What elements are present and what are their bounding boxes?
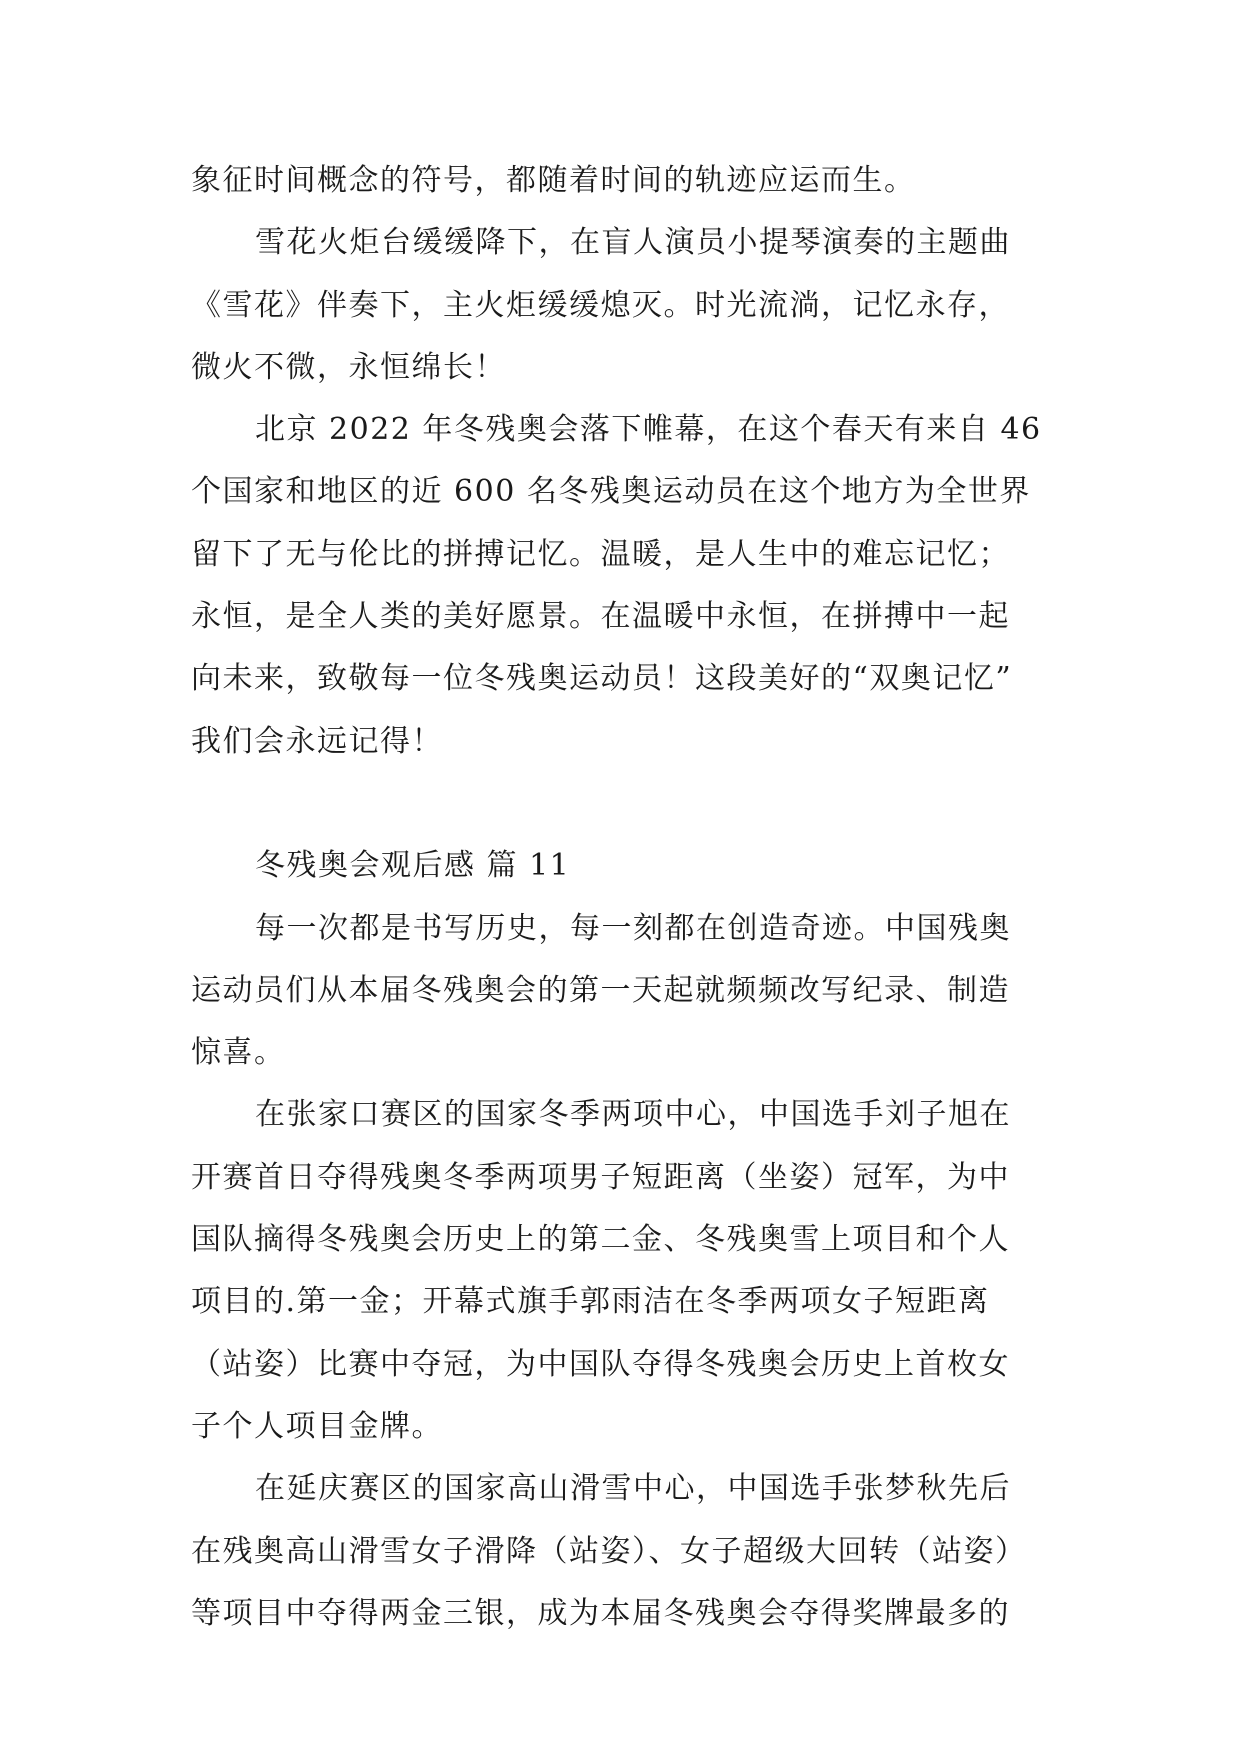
text-line: 我们会永远记得！ [191,723,443,759]
text-line: 在张家口赛区的国家冬季两项中心，中国选手刘子旭在 [255,1097,1011,1133]
text-line: （站姿）比赛中夺冠，为中国队夺得冬残奥会历史上首枚女 [191,1346,1010,1382]
text-line: 象征时间概念的符号，都随着时间的轨迹应运而生。 [191,163,916,198]
paragraph [191,212,1051,399]
heading-text: 冬残奥会观后感 篇 11 [255,848,571,884]
paragraph [191,898,1051,1085]
text-line: 北京 2022 年冬残奥会落下帷幕，在这个春天有来自 46 [255,412,1042,448]
text-line: 项目的.第一金；开幕式旗手郭雨洁在冬季两项女子短距离 [191,1284,990,1320]
text-line: 留下了无与伦比的拼搏记忆。温暖，是人生中的难忘记忆； [191,536,1010,572]
text-line: 向未来，致敬每一位冬残奥运动员！这段美好的“双奥记忆” [191,661,1013,697]
paragraph [191,1084,1051,1458]
text-line: 《雪花》伴奏下，主火炬缓缓熄灭。时光流淌，记忆永存， [191,287,1010,323]
paragraph [191,399,1051,773]
body-text [191,150,1051,1645]
text-line: 子个人项目金牌。 [191,1408,443,1444]
text-line: 微火不微，永恒绵长！ [191,349,506,385]
text-line: 在残奥高山滑雪女子滑降（站姿）、女子超级大回转（站姿） [191,1533,1027,1569]
text-line: 等项目中夺得两金三银，成为本届冬残奥会夺得奖牌最多的 [191,1595,1010,1631]
text-line: 雪花火炬台缓缓降下，在盲人演员小提琴演奏的主题曲 [255,225,1011,261]
text-line: 开赛首日夺得残奥冬季两项男子短距离（坐姿）冠军，为中 [191,1159,1010,1195]
text-line: 运动员们从本届冬残奥会的第一天起就频频改写纪录、制造 [191,972,1010,1008]
section-heading [191,835,1051,897]
text-line: 国队摘得冬残奥会历史上的第二金、冬残奥雪上项目和个人 [191,1222,1010,1258]
text-line: 在延庆赛区的国家高山滑雪中心，中国选手张梦秋先后 [255,1471,1011,1507]
text-line: 永恒，是全人类的美好愿景。在温暖中永恒，在拼搏中一起 [191,599,1010,635]
text-line: 每一次都是书写历史，每一刻都在创造奇迹。中国残奥 [255,910,1011,946]
text-line: 惊喜。 [191,1035,286,1071]
paragraph [191,150,1051,212]
paragraph [191,1458,1051,1645]
text-line: 个国家和地区的近 600 名冬残奥运动员在这个地方为全世界 [191,474,1031,510]
blank-line [191,773,1051,835]
